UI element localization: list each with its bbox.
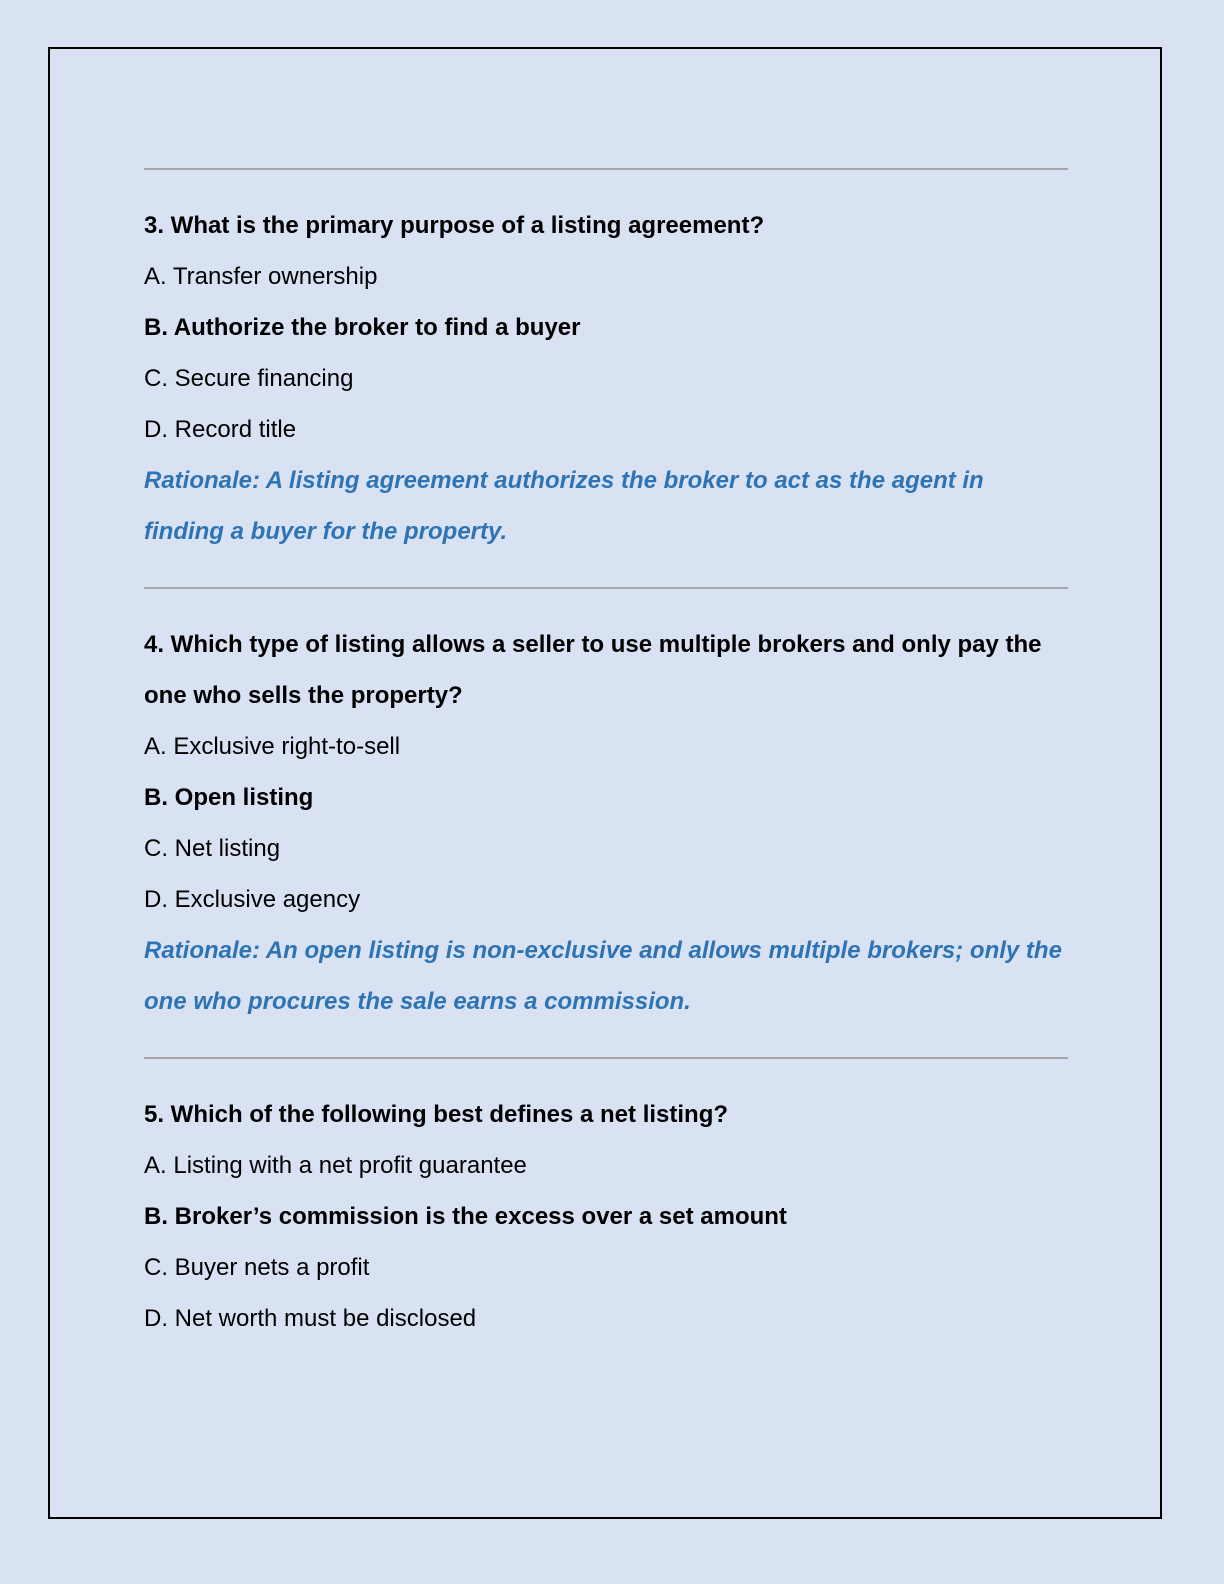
option-c: C. Buyer nets a profit	[144, 1254, 370, 1281]
option-d: D. Net worth must be disclosed	[144, 1305, 477, 1332]
rationale: Rationale: An open listing is non-exclusive and allows multiple brokers; only the one who procures the sale earns a commission.	[144, 937, 1062, 1015]
divider	[144, 168, 1068, 170]
rationale: Rationale: A listing agreement authorizes the broker to act as the agent in finding a buyer for the property.	[144, 467, 984, 545]
option-a: A. Transfer ownership	[144, 263, 378, 290]
question-text: 4. Which type of listing allows a seller to use multiple brokers and only pay the one who sells the property?	[144, 631, 1042, 709]
document-content	[144, 168, 1080, 1344]
question-text: 3. What is the primary purpose of a listing agreement?	[144, 212, 765, 239]
option-a: A. Exclusive right-to-sell	[144, 733, 401, 760]
option-a: A. Listing with a net profit guarantee	[144, 1152, 527, 1179]
option-d: D. Record title	[144, 416, 297, 443]
option-b-correct: B. Authorize the broker to find a buyer	[144, 314, 581, 341]
divider	[144, 1057, 1068, 1059]
question-4	[144, 619, 1080, 1027]
question-3	[144, 200, 1080, 557]
question-text: 5. Which of the following best defines a net listing?	[144, 1101, 729, 1128]
option-b-correct: B. Broker’s commission is the excess over a set amount	[144, 1203, 787, 1230]
option-c: C. Secure financing	[144, 365, 354, 392]
option-d: D. Exclusive agency	[144, 886, 361, 913]
divider	[144, 587, 1068, 589]
option-b-correct: B. Open listing	[144, 784, 314, 811]
question-5	[144, 1089, 1080, 1344]
option-c: C. Net listing	[144, 835, 281, 862]
